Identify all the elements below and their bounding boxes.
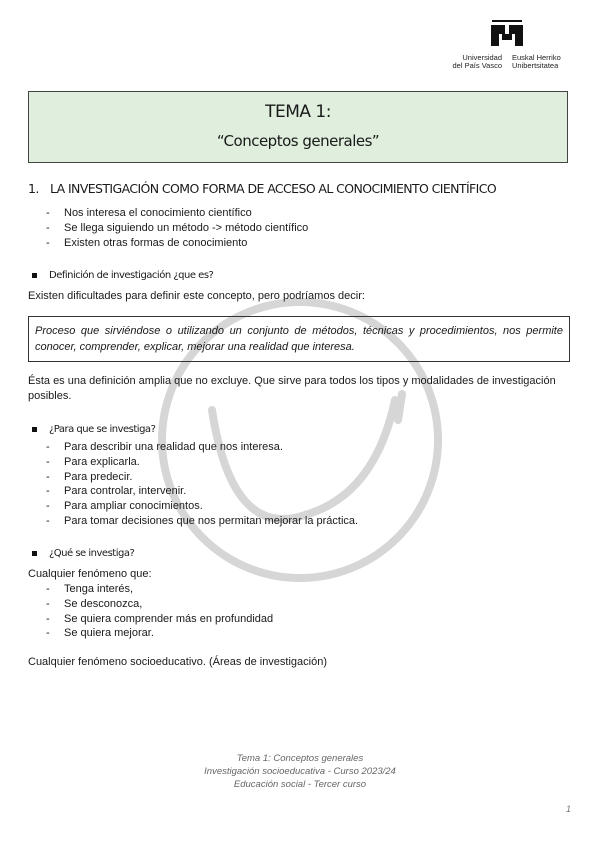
title-box — [28, 91, 568, 163]
list-item: - Tenga interés, — [46, 582, 273, 597]
list-item: - Para controlar, intervenir. — [46, 484, 358, 499]
para-que-list — [46, 440, 358, 529]
list-item: - Para ampliar conocimientos. — [46, 499, 358, 514]
footer-line-3: Educación social - Tercer curso — [233, 779, 367, 790]
definicion-intro: Existen dificultades para definir este concepto, pero podríamos decir: — [28, 290, 365, 302]
list-item: - Se desconozca, — [46, 597, 273, 612]
que-se-closing: Cualquier fenómeno socioeducativo. (Áreas de investigación) — [28, 656, 328, 668]
list-item: - Se quiera mejorar. — [46, 626, 273, 641]
que-se-list — [46, 582, 273, 641]
footer-line-1: Tema 1: Conceptos generales — [236, 753, 364, 764]
definicion-after: Ésta es una definición amplia que no excluye. Que sirve para todos los tipos y modalidades de investigación posibles. — [28, 375, 556, 402]
page-number: 1 — [566, 804, 572, 814]
title-line-1: TEMA 1: — [265, 102, 331, 122]
title-line-2: “Conceptos generales” — [216, 132, 380, 150]
definition-quote-box: Proceso que sirviéndose o utilizando un conjunto de métodos, técnicas y procedimientos, nos permite conocer, comprender, explicar, mejorar una realidad que interesa. — [28, 316, 570, 362]
list-item: - Para explicarla. — [46, 455, 358, 470]
list-item: - Existen otras formas de conocimiento — [46, 236, 308, 251]
para-que-heading: ¿Para que se investiga? — [32, 424, 155, 435]
que-se-intro: Cualquier fenómeno que: — [28, 568, 152, 580]
list-item: - Se quiera comprender más en profundidad — [46, 612, 273, 627]
section-heading-text: LA INVESTIGACIÓN COMO FORMA DE ACCESO AL CONOCIMIENTO CIENTÍFICO — [50, 181, 497, 196]
logo-text-spanish: Universidad del País Vasco — [452, 53, 502, 70]
logo-text-basque: Euskal Herriko Unibertsitatea — [512, 53, 561, 70]
section-number: 1. — [28, 181, 39, 196]
list-item: - Para predecir. — [46, 470, 358, 485]
square-bullet-icon — [32, 273, 37, 278]
square-bullet-icon — [32, 427, 37, 432]
footer-line-2: Investigación socioeducativa - Curso 2023/24 — [204, 766, 396, 777]
square-bullet-icon — [32, 551, 37, 556]
que-se-heading: ¿Qué se investiga? — [32, 548, 134, 559]
university-logo — [446, 18, 566, 74]
section-1-list — [46, 206, 308, 250]
ehu-emblem-icon — [488, 18, 526, 50]
list-item: - Nos interesa el conocimiento científico — [46, 206, 308, 221]
page-footer — [0, 752, 600, 791]
list-item: - Se llega siguiendo un método -> método científico — [46, 221, 308, 236]
list-item: - Para tomar decisiones que nos permitan mejorar la práctica. — [46, 514, 358, 529]
section-1-heading — [28, 181, 496, 196]
definicion-heading: Definición de investigación ¿que es? — [32, 270, 213, 281]
list-item: - Para describir una realidad que nos interesa. — [46, 440, 358, 455]
